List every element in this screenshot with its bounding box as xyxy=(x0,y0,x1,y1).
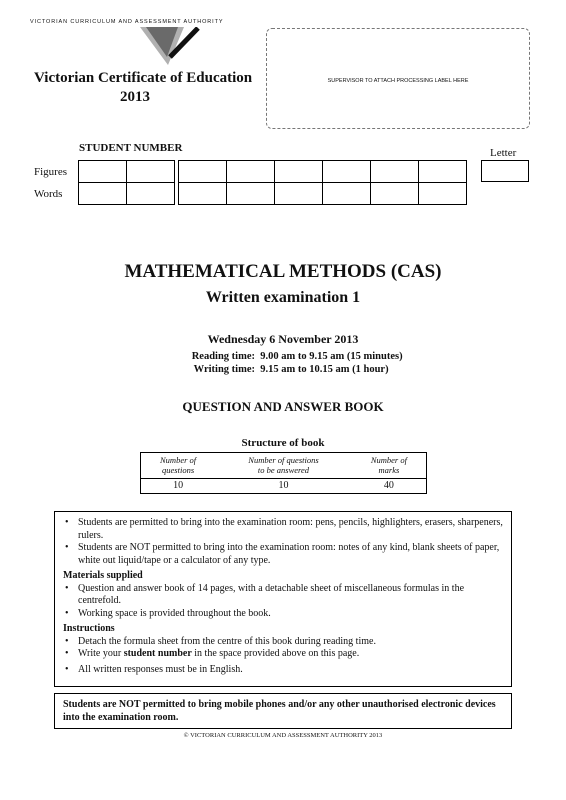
figure-box-1[interactable] xyxy=(79,161,127,183)
letter-box[interactable] xyxy=(481,160,529,182)
figure-box-5[interactable] xyxy=(275,161,323,183)
structure-table xyxy=(140,452,427,494)
reading-time-value: 9.00 am to 9.15 am (15 minutes) xyxy=(260,351,403,362)
instructions-heading: Instructions xyxy=(63,623,115,634)
word-box-7[interactable] xyxy=(371,183,419,205)
list-item: • Students are NOT permitted to bring into the examination room: notes of any kind, blank sheets of paper, white out liquid/tape or a calculator of any type. xyxy=(63,542,503,567)
figure-box-4[interactable] xyxy=(227,161,275,183)
copyright-notice: © VICTORIAN CURRICULUM AND ASSESSMENT AUTHORITY 2013 xyxy=(183,732,383,739)
instructions-panel xyxy=(54,511,512,687)
materials-heading: Materials supplied xyxy=(63,570,143,581)
table-row xyxy=(141,479,427,494)
certificate-year: 2013 xyxy=(120,89,150,105)
word-box-3[interactable] xyxy=(179,183,227,205)
list-item: • Write your student number in the space provided above on this page. xyxy=(63,648,503,661)
student-number-grid xyxy=(78,160,467,205)
writing-time-value: 9.15 am to 10.15 am (1 hour) xyxy=(260,364,389,375)
figure-box-2[interactable] xyxy=(127,161,175,183)
list-item: • Detach the formula sheet from the centre of this book during reading time. xyxy=(63,636,503,649)
figure-box-3[interactable] xyxy=(179,161,227,183)
word-box-4[interactable] xyxy=(227,183,275,205)
vcaa-logo xyxy=(140,27,210,67)
figures-label: Figures xyxy=(34,166,67,178)
exam-subtitle: Written examination 1 xyxy=(205,289,361,306)
letter-label: Letter xyxy=(490,147,517,159)
exam-title: MATHEMATICAL METHODS (CAS) xyxy=(124,261,442,282)
word-box-2[interactable] xyxy=(127,183,175,205)
student-number-heading: STUDENT NUMBER xyxy=(79,142,183,154)
exam-date: Wednesday 6 November 2013 xyxy=(207,332,359,346)
reading-time-label: Reading time: xyxy=(191,351,255,362)
authority-name: VICTORIAN CURRICULUM AND ASSESSMENT AUTHORITY xyxy=(30,19,224,25)
processing-label-text: SUPERVISOR TO ATTACH PROCESSING LABEL HERE xyxy=(327,78,469,84)
writing-time-row xyxy=(175,363,403,376)
figure-box-7[interactable] xyxy=(371,161,419,183)
marks-value: 40 xyxy=(383,480,394,491)
book-title: QUESTION AND ANSWER BOOK xyxy=(182,399,384,414)
questions-value: 10 xyxy=(173,480,184,491)
figures-row xyxy=(79,161,467,183)
list-item: • Question and answer book of 14 pages, with a detachable sheet of miscellaneous formulas in the centrefold. xyxy=(63,583,503,608)
processing-label-area xyxy=(266,28,530,129)
figure-box-8[interactable] xyxy=(419,161,467,183)
col-marks-header: Number of marks xyxy=(352,453,427,479)
figure-box-6[interactable] xyxy=(323,161,371,183)
list-item: • Students are permitted to bring into the examination room: pens, pencils, highlighters, erasers, sharpeners, rulers. xyxy=(63,517,503,542)
word-box-8[interactable] xyxy=(419,183,467,205)
word-box-6[interactable] xyxy=(323,183,371,205)
certificate-title: Victorian Certificate of Education xyxy=(34,70,253,86)
exam-times xyxy=(175,350,403,376)
word-box-5[interactable] xyxy=(275,183,323,205)
col-questions-header: Number of questions xyxy=(141,453,216,479)
mobile-phone-warning: Students are NOT permitted to bring mobile phones and/or any other unauthorised electronic devices into the examination room. xyxy=(54,693,512,729)
word-box-1[interactable] xyxy=(79,183,127,205)
structure-heading: Structure of book xyxy=(241,437,325,449)
answered-value: 10 xyxy=(278,480,289,491)
col-answered-header: Number of questions to be answered xyxy=(215,453,352,479)
words-label: Words xyxy=(34,188,63,200)
list-item: • Working space is provided throughout the book. xyxy=(63,608,503,621)
reading-time-row xyxy=(175,350,403,363)
writing-time-label: Writing time: xyxy=(193,364,255,375)
list-item: • All written responses must be in English. xyxy=(63,664,503,677)
words-row xyxy=(79,183,467,205)
